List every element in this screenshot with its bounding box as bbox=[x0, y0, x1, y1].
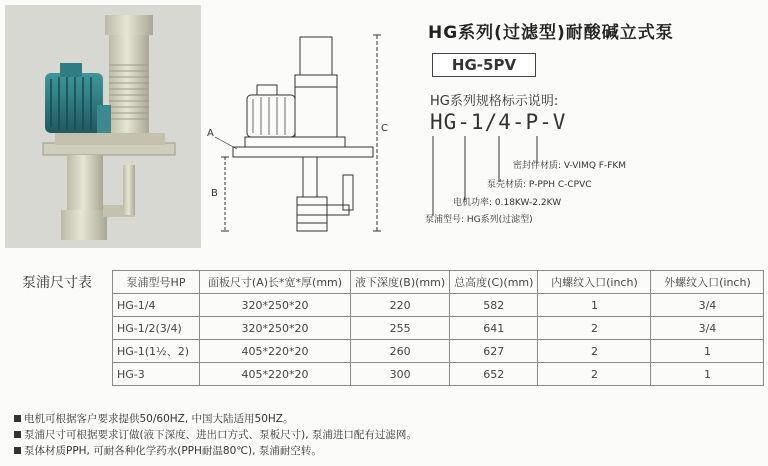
spec-motor-label: 电机功率: 0.18KW-2.2KW bbox=[453, 198, 562, 208]
column-header: 泵浦型号HP bbox=[113, 271, 200, 294]
notes-list bbox=[14, 411, 417, 459]
table-row bbox=[113, 340, 764, 363]
spec-casing-label: 泵壳材质: P-PPH C-CPVC bbox=[487, 180, 592, 190]
column-header: 外螺纹入口(inch) bbox=[651, 271, 764, 294]
note-item bbox=[14, 427, 417, 443]
table-cell: 3/4 bbox=[651, 294, 764, 317]
note-text: 电机可根据客户要求提供50/60HZ, 中国大陆适用50HZ。 bbox=[24, 413, 294, 425]
table-cell: HG-1/2(3/4) bbox=[113, 317, 200, 340]
table-cell: 320*250*20 bbox=[200, 317, 351, 340]
dimension-label-c: C bbox=[381, 123, 388, 134]
table-row bbox=[113, 294, 764, 317]
spec-seal-label: 密封件材质: V-VIMQ F-FKM bbox=[513, 161, 627, 171]
table-cell: HG-1/4 bbox=[113, 294, 200, 317]
table-cell: 1 bbox=[538, 294, 651, 317]
technical-drawing bbox=[205, 25, 395, 245]
column-header: 面板尺寸(A)长*宽*厚(mm) bbox=[200, 271, 351, 294]
product-photo bbox=[5, 5, 201, 248]
spec-breakdown bbox=[425, 130, 685, 225]
note-item bbox=[14, 411, 417, 427]
model-label: HG-5PV bbox=[432, 53, 536, 77]
note-text: 泵浦尺寸可根据要求订做(液下深度、进出口方式、泵板尺寸), 泵浦进口配有过滤网。 bbox=[24, 429, 417, 441]
note-text: 泵体材质PPH, 可耐各种化学药水(PPH耐温80℃), 泵浦耐空转。 bbox=[24, 445, 322, 457]
table-cell: 255 bbox=[351, 317, 450, 340]
table-cell: 641 bbox=[450, 317, 538, 340]
table-cell: 3/4 bbox=[651, 317, 764, 340]
table-cell: 320*250*20 bbox=[200, 294, 351, 317]
table-cell: 405*220*20 bbox=[200, 363, 351, 386]
dimension-label-a: A bbox=[207, 128, 214, 139]
column-header: 内螺纹入口(inch) bbox=[538, 271, 651, 294]
bullet-icon bbox=[14, 415, 21, 422]
table-cell: 627 bbox=[450, 340, 538, 363]
table-cell: 1 bbox=[651, 340, 764, 363]
table-cell: 1 bbox=[651, 363, 764, 386]
table-cell: 2 bbox=[538, 340, 651, 363]
column-header: 总高度(C)(mm) bbox=[450, 271, 538, 294]
table-cell: 300 bbox=[351, 363, 450, 386]
column-header: 液下深度(B)(mm) bbox=[351, 271, 450, 294]
table-cell: 652 bbox=[450, 363, 538, 386]
table-cell: 220 bbox=[351, 294, 450, 317]
table-header-row bbox=[113, 271, 764, 294]
spec-pump-model-label: 泵浦型号: HG系列(过滤型) bbox=[425, 215, 533, 225]
table-cell: 405*220*20 bbox=[200, 340, 351, 363]
note-item bbox=[14, 443, 417, 459]
table-row bbox=[113, 317, 764, 340]
table-cell: 2 bbox=[538, 317, 651, 340]
table-cell: 2 bbox=[538, 363, 651, 386]
table-cell: HG-1(1½、2) bbox=[113, 340, 200, 363]
bullet-icon bbox=[14, 447, 21, 454]
table-cell: HG-3 bbox=[113, 363, 200, 386]
table-caption: 泵浦尺寸表 bbox=[22, 275, 92, 291]
table-cell: 260 bbox=[351, 340, 450, 363]
dimension-table bbox=[112, 270, 764, 386]
dimension-label-b: B bbox=[211, 188, 218, 199]
spec-heading: HG系列规格标示说明: bbox=[430, 94, 559, 109]
table-cell: 582 bbox=[450, 294, 538, 317]
table-row bbox=[113, 363, 764, 386]
bullet-icon bbox=[14, 431, 21, 438]
product-title: HG系列(过滤型)耐酸碱立式泵 bbox=[428, 23, 674, 43]
spec-code: HG-1/4-P-V bbox=[430, 110, 567, 134]
